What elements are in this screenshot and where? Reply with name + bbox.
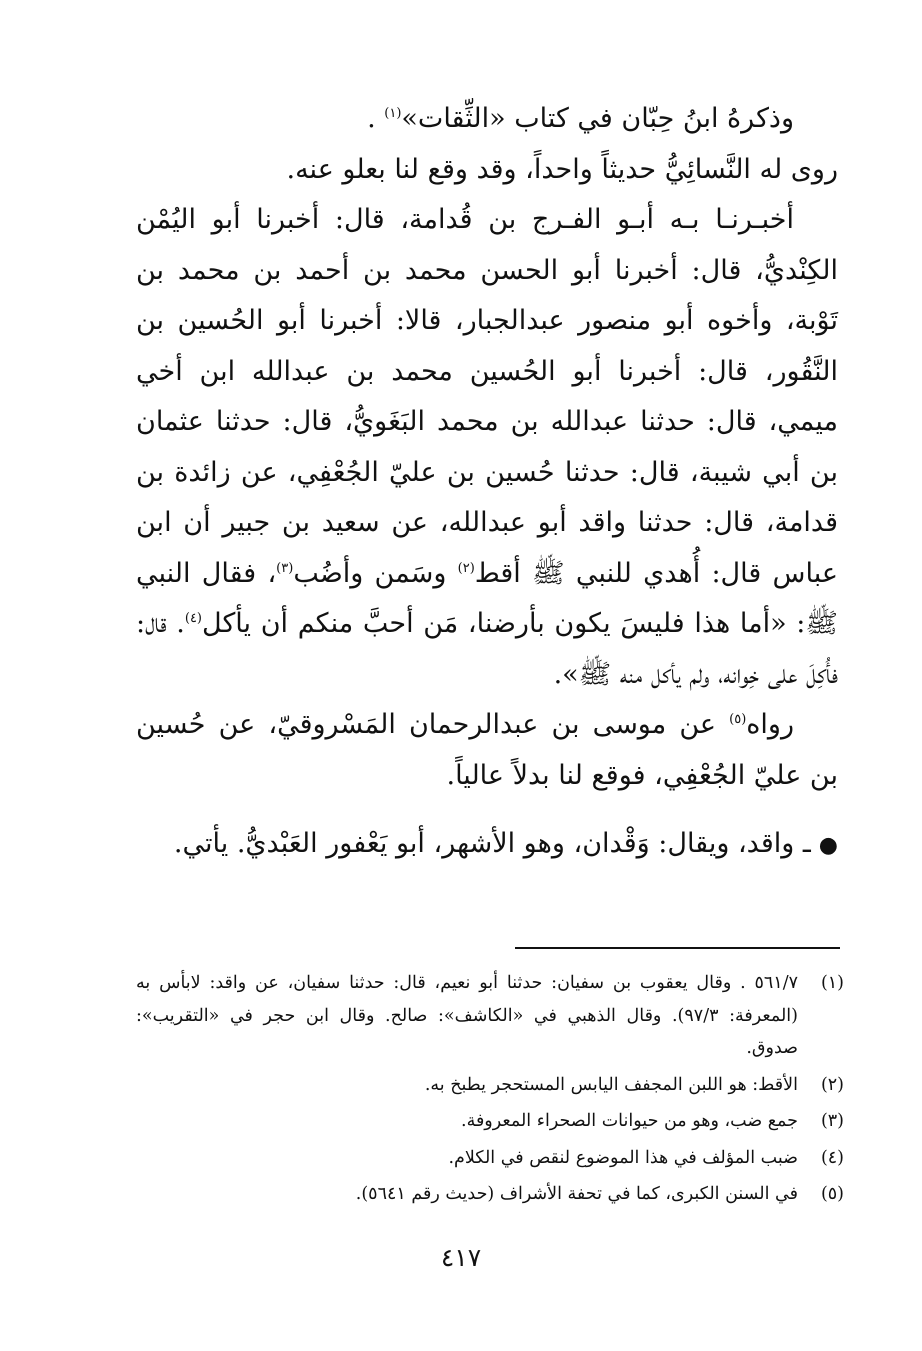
footnote-ref-4: (٤) [184, 611, 202, 626]
footnote-divider [515, 947, 840, 949]
paragraph-4-text: عن موسى بن عبدالرحمان المَسْروقيّ، عن حُسين بن عليّ الجُعْفِي، فوقع لنا بدلاً عالياً. [136, 709, 838, 791]
paragraph-3-end: . قال: فأُكِلَ على خِوانه، ولم يأكل منه ﷺ». [136, 608, 838, 690]
footnote-ref-2: (٢) [457, 560, 475, 576]
paragraph-4-start: رواه [746, 709, 794, 740]
footnote-ref-3: (٣) [276, 560, 294, 576]
paragraph-1-text: وذكرهُ ابنُ حِبّان في كتاب «الثِّقات» [401, 103, 794, 134]
paragraph-1-end: . [367, 103, 385, 134]
paragraph-2 [136, 145, 838, 196]
footnote-text: ضبب المؤلف في هذا الموضوع لنقص في الكلام. [448, 1147, 798, 1168]
footnote-number: (٢) [820, 1074, 844, 1095]
footnote-4 [136, 1142, 844, 1175]
paragraph-4 [136, 700, 838, 801]
footnote-5 [136, 1178, 844, 1211]
main-text [136, 94, 838, 872]
footnote-text: جمع ضب، وهو من حيوانات الصحراء المعروفة. [461, 1111, 798, 1131]
footnote-number: (٥) [820, 1184, 844, 1204]
paragraph-5 [136, 819, 838, 872]
paragraph-3-mid-1: وسَمن وأضُب [293, 557, 458, 589]
footnote-number: (١) [820, 973, 844, 993]
page-number: ٤١٧ [440, 1243, 482, 1272]
footnote-2 [136, 1069, 844, 1102]
footnote-number: (٣) [820, 1111, 844, 1131]
paragraph-3-text: أخبـرنـا بـه أبـو الفـرج بن قُدامة، قال: أخبرنا أبو اليُمْن الكِنْديُّ، قال: أخبرنا أبو الحسن محمد بن أحمد بن محمد بن تَوْبة، وأخوه أبو منصور عبدالجبار، قالا: أخبرنا أبو الحُسين بن النَّقُور، قال: أخبرنا أبو الحُسين محمد بن عبدالله ابن أخي ميمي، قال: حدثنا عبدالله بن محمد البَغَويُّ، قال: حدثنا عثمان بن أبي شيبة، قال: حدثنا حُسين بن عليّ الجُعْفِي، عن زائدة بن قدامة، قال: حدثنا واقد أبو عبدالله، عن سعيد بن جبير أن ابن عباس قال: أُهدي للنبي ﷺ أقط [136, 204, 838, 589]
footnote-1 [136, 967, 844, 1065]
footnote-text: الأقط: هو اللبن المجفف اليابس المستحجر يطبخ به. [424, 1074, 798, 1095]
paragraph-3 [136, 195, 838, 700]
paragraph-2-text: روى له النَّسائِيُّ حديثاً واحداً، وقد وقع لنا بعلو عنه. [286, 153, 838, 185]
paragraph-1 [136, 94, 838, 145]
footnotes [136, 967, 844, 1215]
footnote-text: في السنن الكبرى، كما في تحفة الأشراف (حديث رقم ٥٦٤١). [355, 1184, 798, 1204]
footnote-ref-5: (٥) [729, 712, 747, 727]
bullet-icon: ● [818, 833, 838, 858]
paragraph-3-mid-2: ، فقال النبي ﷺ: «أما هذا فليسَ يكون بأرضنا، مَن أحبَّ منكم أن يأكل [136, 557, 839, 639]
footnote-text: ٥٦١/٧ . وقال يعقوب بن سفيان: حدثنا أبو نعيم، قال: حدثنا سفيان، عن واقد: لابأس به (المعرفة: ٩٧/٣). وقال الذهبي في «الكاشف»: صالح. وقال ابن حجر في «التقريب»: صدوق. [136, 973, 798, 1058]
footnote-ref-1: (١) [384, 106, 402, 121]
footnote-number: (٤) [820, 1147, 844, 1168]
footnote-3 [136, 1105, 844, 1138]
paragraph-5-text: ـ واقد، ويقال: وَقْدان، وهو الأشهر، أبو يَعْفور العَبْديُّ. يأتي. [173, 828, 811, 859]
